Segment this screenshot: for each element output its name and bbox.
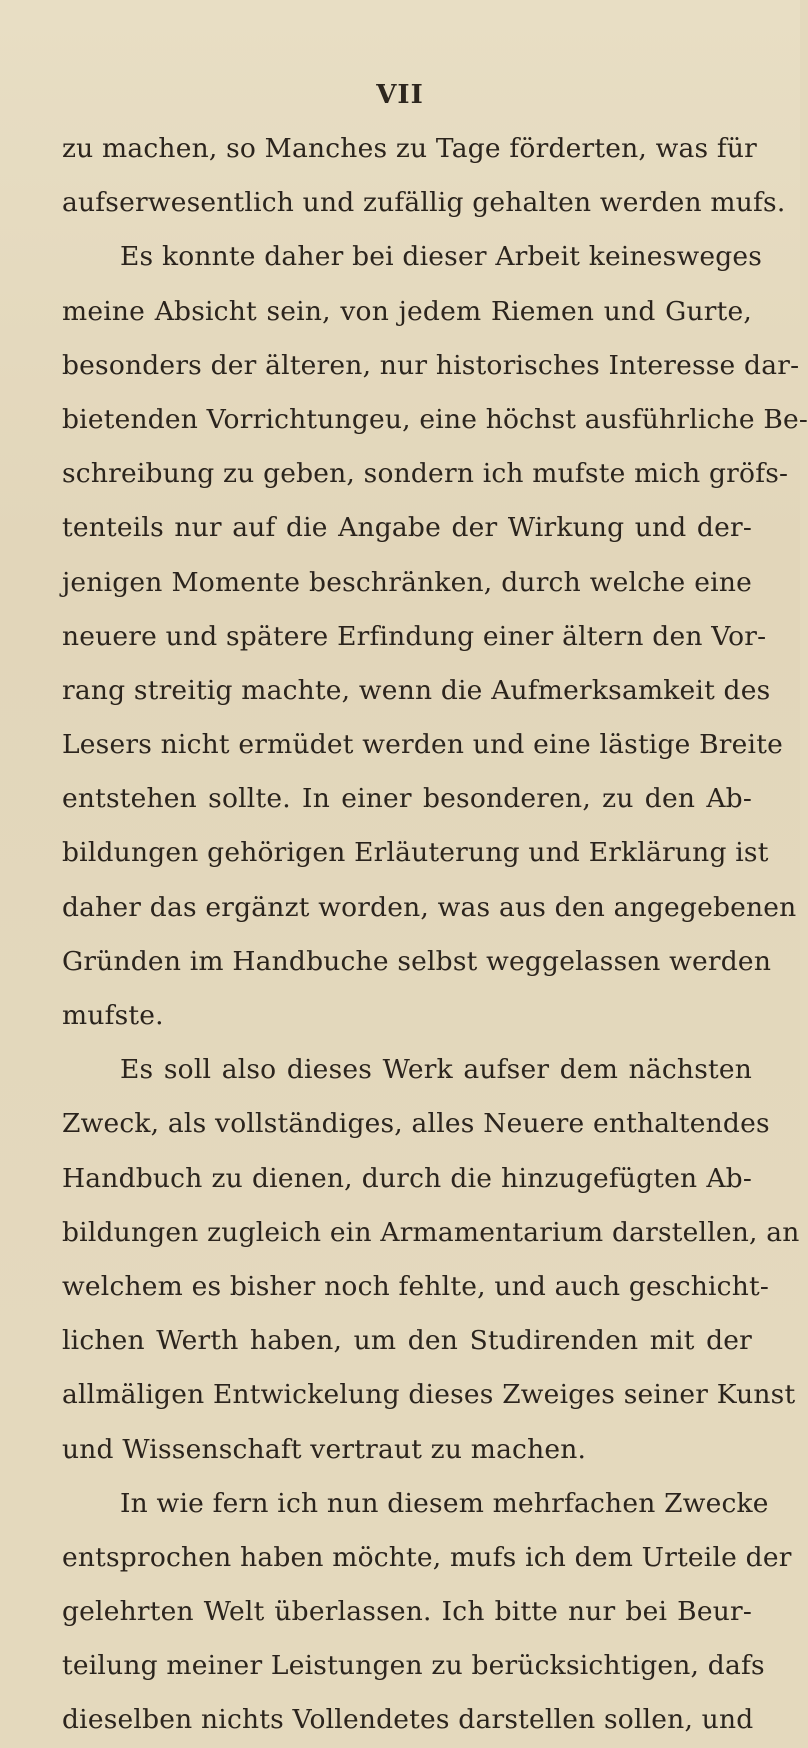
body-text xyxy=(62,122,808,1748)
text-line: Zweck, als vollständiges, alles Neuere enthaltendes xyxy=(62,1108,770,1140)
text-line: teilung meiner Leistungen zu berücksichtigen, dafs xyxy=(62,1650,765,1682)
text-line: bildungen zugleich ein Armamentarium darstellen, an xyxy=(62,1216,800,1248)
text-line: besonders der älteren, nur historisches Interesse dar- xyxy=(62,349,800,381)
text-line: entsprochen haben möchte, mufs ich dem Urteile der xyxy=(62,1541,792,1573)
text-line: Es soll also dieses Werk aufser dem nächsten xyxy=(120,1054,752,1086)
text-line: tenteils nur auf die Angabe der Wirkung und der- xyxy=(62,512,752,544)
text-line: zu machen, so Manches zu Tage förderten, was für xyxy=(62,133,758,164)
page-number: VII xyxy=(376,80,424,110)
text-line: rang streitig machte, wenn die Aufmerksamkeit des xyxy=(62,674,771,706)
text-line: und Wissenschaft vertraut zu machen. xyxy=(62,1433,587,1465)
text-line: Handbuch zu dienen, durch die hinzugefügten Ab- xyxy=(62,1162,752,1194)
text-line: mufste. xyxy=(62,1000,164,1031)
text-line: allmäligen Entwickelung dieses Zweiges seiner Kunst xyxy=(62,1379,796,1411)
text-line: neuere und spätere Erfindung einer ältern den Vor- xyxy=(62,620,767,652)
text-line: gelehrten Welt überlassen. Ich bitte nur bei Beur- xyxy=(62,1596,752,1628)
text-line: Gründen im Handbuche selbst weggelassen werden xyxy=(62,945,772,977)
text-line: dieselben nichts Vollendetes darstellen sollen, und xyxy=(62,1704,754,1736)
text-line: aufserwesentlich und zufällig gehalten werden mufs. xyxy=(62,187,786,219)
text-line: meine Absicht sein, von jedem Riemen und Gurte, xyxy=(62,295,752,327)
text-line: lichen Werth haben, um den Studirenden mit der xyxy=(62,1325,752,1357)
text-line: bildungen gehörigen Erläuterung und Erklärung ist xyxy=(62,837,769,869)
text-line: bietenden Vorrichtungeu, eine höchst ausführliche Be- xyxy=(62,403,808,435)
text-line: jenigen Momente beschränken, durch welche eine xyxy=(62,566,752,598)
text-line: entstehen sollte. In einer besonderen, zu den Ab- xyxy=(62,783,752,815)
text-line: welchem es bisher noch fehlte, und auch geschicht- xyxy=(62,1270,769,1302)
text-line: Lesers nicht ermüdet werden und eine lästige Breite xyxy=(62,729,783,761)
text-line: In wie fern ich nun diesem mehrfachen Zwecke xyxy=(120,1487,769,1519)
text-line: Es konnte daher bei dieser Arbeit keinesweges xyxy=(120,241,763,273)
text-line: daher das ergänzt worden, was aus den angegebenen xyxy=(62,891,797,923)
text-line: schreibung zu geben, sondern ich mufste mich gröfs- xyxy=(62,458,789,490)
